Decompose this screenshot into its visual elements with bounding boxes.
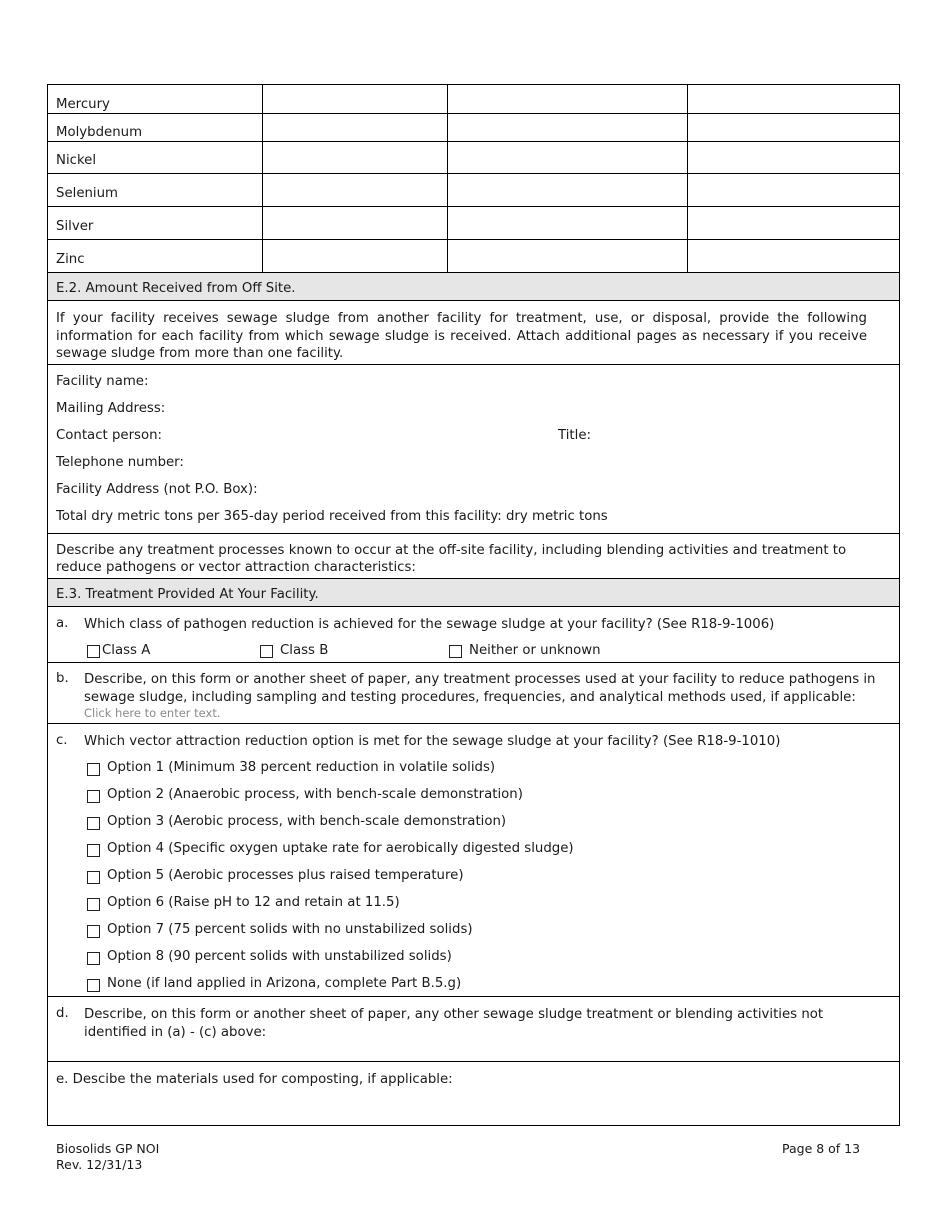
section-e2-header <box>48 273 899 301</box>
option-2-checkbox[interactable] <box>87 790 100 803</box>
value-cell[interactable] <box>448 207 688 239</box>
question-c-letter: c. <box>56 733 68 748</box>
option-8-checkbox[interactable] <box>87 952 100 965</box>
table-row <box>48 207 899 240</box>
footer-doc-name: Biosolids GP NOI <box>56 1141 160 1156</box>
metal-label: Molybdenum <box>56 125 143 140</box>
table-row <box>48 85 899 114</box>
pathogen-treatment-input[interactable]: Click here to enter text. <box>84 706 221 720</box>
question-a-text: Which class of pathogen reduction is achieved for the sewage sludge at your facility? (See R18-9-1006) <box>84 617 775 632</box>
metal-label: Silver <box>56 219 94 234</box>
value-cell[interactable] <box>263 174 448 206</box>
option-7-label: Option 7 (75 percent solids with no unstabilized solids) <box>107 922 473 937</box>
mailing-address-label: Mailing Address: <box>56 401 166 416</box>
contact-person-label: Contact person: <box>56 428 163 443</box>
question-a-letter: a. <box>56 616 69 631</box>
question-d-letter: d. <box>56 1006 69 1021</box>
option-8-label: Option 8 (90 percent solids with unstabilized solids) <box>107 949 452 964</box>
value-cell[interactable] <box>448 114 688 141</box>
class-a-label: Class A <box>102 643 151 658</box>
value-cell[interactable] <box>688 207 901 239</box>
facility-info-block <box>48 365 899 534</box>
value-cell[interactable] <box>263 240 448 272</box>
question-e-text: e. Descibe the materials used for composting, if applicable: <box>56 1072 453 1087</box>
table-row <box>48 142 899 174</box>
option-none-label: None (if land applied in Arizona, complete Part B.5.g) <box>107 976 462 991</box>
facility-address-label: Facility Address (not P.O. Box): <box>56 482 258 497</box>
describe-offsite-text: Describe any treatment processes known to occur at the off-site facility, including blending activities and treatment to reduce pathogens or vector attraction characteristics: <box>56 543 847 575</box>
option-6-checkbox[interactable] <box>87 898 100 911</box>
neither-checkbox[interactable] <box>449 645 462 658</box>
option-2-label: Option 2 (Anaerobic process, with bench-scale demonstration) <box>107 787 523 802</box>
section-e2-instructions <box>48 301 899 365</box>
question-b-letter: b. <box>56 671 69 686</box>
section-e3-header <box>48 579 899 607</box>
class-a-checkbox[interactable] <box>87 645 100 658</box>
value-cell[interactable] <box>263 114 448 141</box>
title-label: Title: <box>558 428 591 443</box>
value-cell[interactable] <box>263 85 448 113</box>
option-4-checkbox[interactable] <box>87 844 100 857</box>
question-a <box>48 607 899 663</box>
question-c <box>48 724 899 997</box>
total-tons-label: Total dry metric tons per 365-day period received from this facility: dry metric tons <box>56 509 608 524</box>
option-4-label: Option 4 (Specific oxygen uptake rate for aerobically digested sludge) <box>107 841 574 856</box>
value-cell[interactable] <box>448 85 688 113</box>
table-row <box>48 240 899 273</box>
table-row <box>48 174 899 207</box>
metal-label: Selenium <box>56 186 118 201</box>
footer-page-number: Page 8 of 13 <box>782 1141 861 1156</box>
option-6-label: Option 6 (Raise pH to 12 and retain at 11.5) <box>107 895 400 910</box>
value-cell[interactable] <box>263 142 448 173</box>
value-cell[interactable] <box>448 142 688 173</box>
option-5-label: Option 5 (Aerobic processes plus raised temperature) <box>107 868 464 883</box>
metal-label: Mercury <box>56 97 110 112</box>
question-b-text: Describe, on this form or another sheet of paper, any treatment processes used at your facility to reduce pathogens in sewage sludge, including sampling and testing procedures, frequencies, and analytical methods used, if applicable: <box>84 672 876 705</box>
option-5-checkbox[interactable] <box>87 871 100 884</box>
value-cell[interactable] <box>688 114 901 141</box>
metal-label: Nickel <box>56 153 97 168</box>
option-3-label: Option 3 (Aerobic process, with bench-scale demonstration) <box>107 814 507 829</box>
value-cell[interactable] <box>688 174 901 206</box>
neither-label: Neither or unknown <box>469 643 601 658</box>
question-d-text: Describe, on this form or another sheet of paper, any other sewage sludge treatment or blending activities not identified in (a) - (c) above: <box>84 1007 824 1040</box>
footer-revision: Rev. 12/31/13 <box>56 1157 143 1172</box>
value-cell[interactable] <box>448 240 688 272</box>
section-e3-title: E.3. Treatment Provided At Your Facility. <box>56 587 319 602</box>
value-cell[interactable] <box>263 207 448 239</box>
class-b-label: Class B <box>280 643 329 658</box>
class-b-checkbox[interactable] <box>260 645 273 658</box>
instructions-text: If your facility receives sewage sludge from another facility for treatment, use, or disposal, provide the following information for each facility from which sewage sludge is received. Attach additional pages as necessary if you receive sewage sludge from more than one facility. <box>56 311 867 361</box>
option-1-label: Option 1 (Minimum 38 percent reduction in volatile solids) <box>107 760 496 775</box>
value-cell[interactable] <box>688 142 901 173</box>
form-frame <box>47 84 900 1126</box>
metal-label: Zinc <box>56 252 85 267</box>
option-none-checkbox[interactable] <box>87 979 100 992</box>
question-e <box>48 1062 899 1127</box>
telephone-label: Telephone number: <box>56 455 184 470</box>
value-cell[interactable] <box>448 174 688 206</box>
question-b <box>48 663 899 724</box>
option-1-checkbox[interactable] <box>87 763 100 776</box>
describe-offsite-treatment <box>48 534 899 579</box>
option-3-checkbox[interactable] <box>87 817 100 830</box>
question-d <box>48 997 899 1062</box>
facility-name-label: Facility name: <box>56 374 149 389</box>
value-cell[interactable] <box>688 85 901 113</box>
question-c-text: Which vector attraction reduction option is met for the sewage sludge at your facility? (See R18-9-1010) <box>84 734 781 749</box>
value-cell[interactable] <box>688 240 901 272</box>
table-row <box>48 114 899 142</box>
option-7-checkbox[interactable] <box>87 925 100 938</box>
section-e2-title: E.2. Amount Received from Off Site. <box>56 281 296 296</box>
